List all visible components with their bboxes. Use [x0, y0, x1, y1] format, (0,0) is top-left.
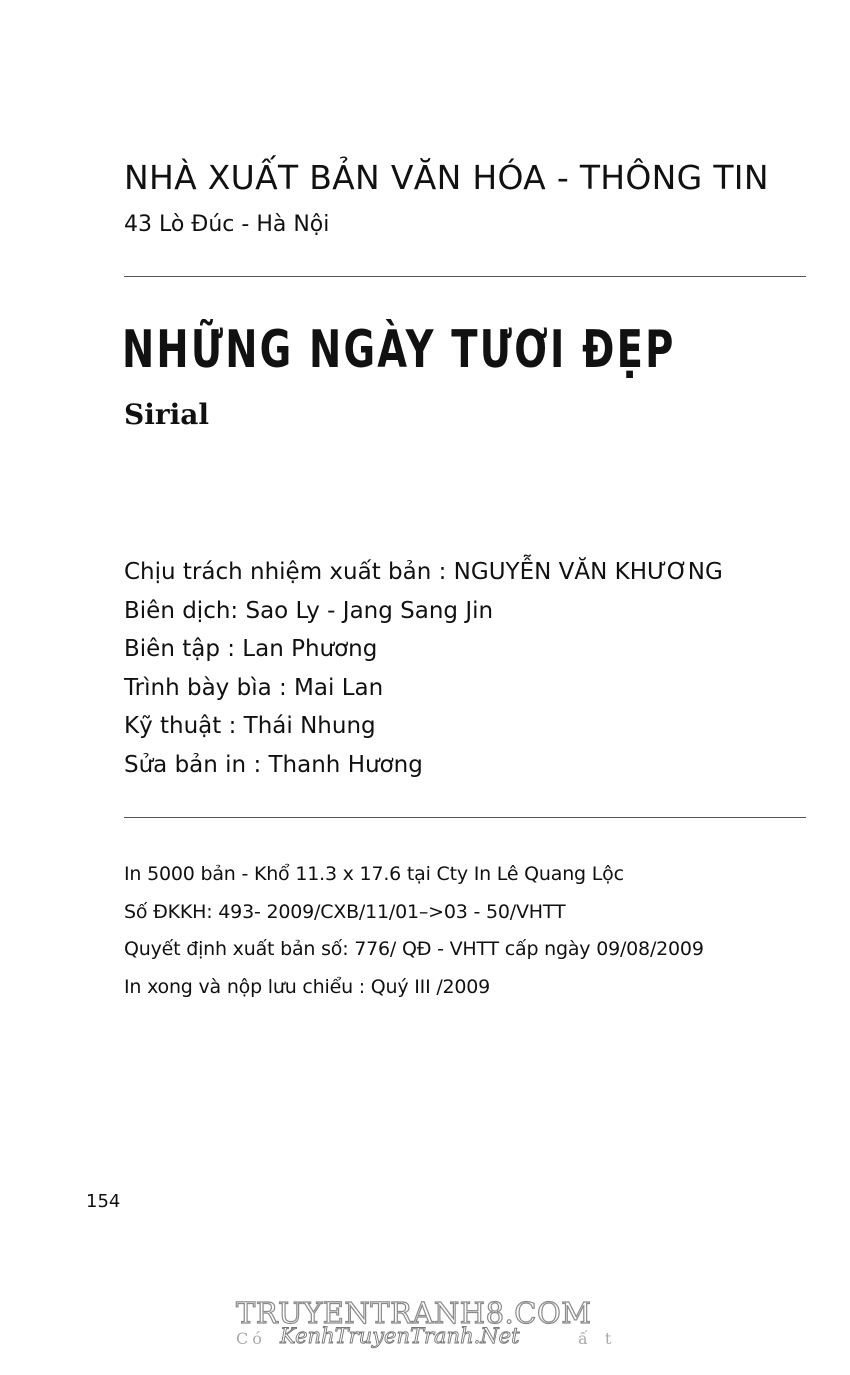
book-title: NHỮNG NGÀY TƯƠI ĐẸP: [122, 320, 676, 380]
registration-number: Số ĐKKH: 493- 2009/CXB/11/01–>03 - 50/VHTT: [124, 900, 566, 923]
divider-bottom: [124, 817, 806, 818]
deposit-date: In xong và nộp lưu chiểu : Quý III /2009: [124, 975, 491, 998]
watermark-left-fragment: Có: [236, 1329, 266, 1348]
credit-cover-design: Trình bày bìa : Mai Lan: [124, 674, 384, 701]
book-subtitle: Sirial: [124, 398, 210, 431]
credit-editor: Biên tập : Lan Phương: [124, 636, 378, 662]
publishing-decision: Quyết định xuất bản số: 776/ QĐ - VHTT cấp ngày 09/08/2009: [124, 938, 704, 960]
watermark: [236, 1296, 616, 1356]
print-run: In 5000 bản - Khổ 11.3 x 17.6 tại Cty In Lê Quang Lộc: [124, 863, 624, 885]
credit-proofreader: Sửa bản in : Thanh Hương: [124, 751, 423, 778]
watermark-main-text: TRUYENTRANH8.COM: [236, 1296, 592, 1330]
divider-top: [124, 276, 806, 277]
watermark-script-text: KenhTruyenTranh.Net: [280, 1324, 520, 1348]
print-info-block: [124, 856, 704, 1006]
publisher-address: 43 Lò Đúc - Hà Nội: [124, 212, 330, 237]
credit-publishing-responsible: Chịu trách nhiệm xuất bản : NGUYỄN VĂN KHƯƠNG: [124, 559, 723, 585]
watermark-right-fragment: ấ t: [578, 1329, 618, 1348]
credits-block: [124, 553, 723, 784]
publisher-name: NHÀ XUẤT BẢN VĂN HÓA - THÔNG TIN: [124, 158, 769, 197]
page-number: 154: [86, 1191, 121, 1212]
credit-translator: Biên dịch: Sao Ly - Jang Sang Jin: [124, 597, 494, 624]
credit-technical: Kỹ thuật : Thái Nhung: [124, 713, 376, 739]
